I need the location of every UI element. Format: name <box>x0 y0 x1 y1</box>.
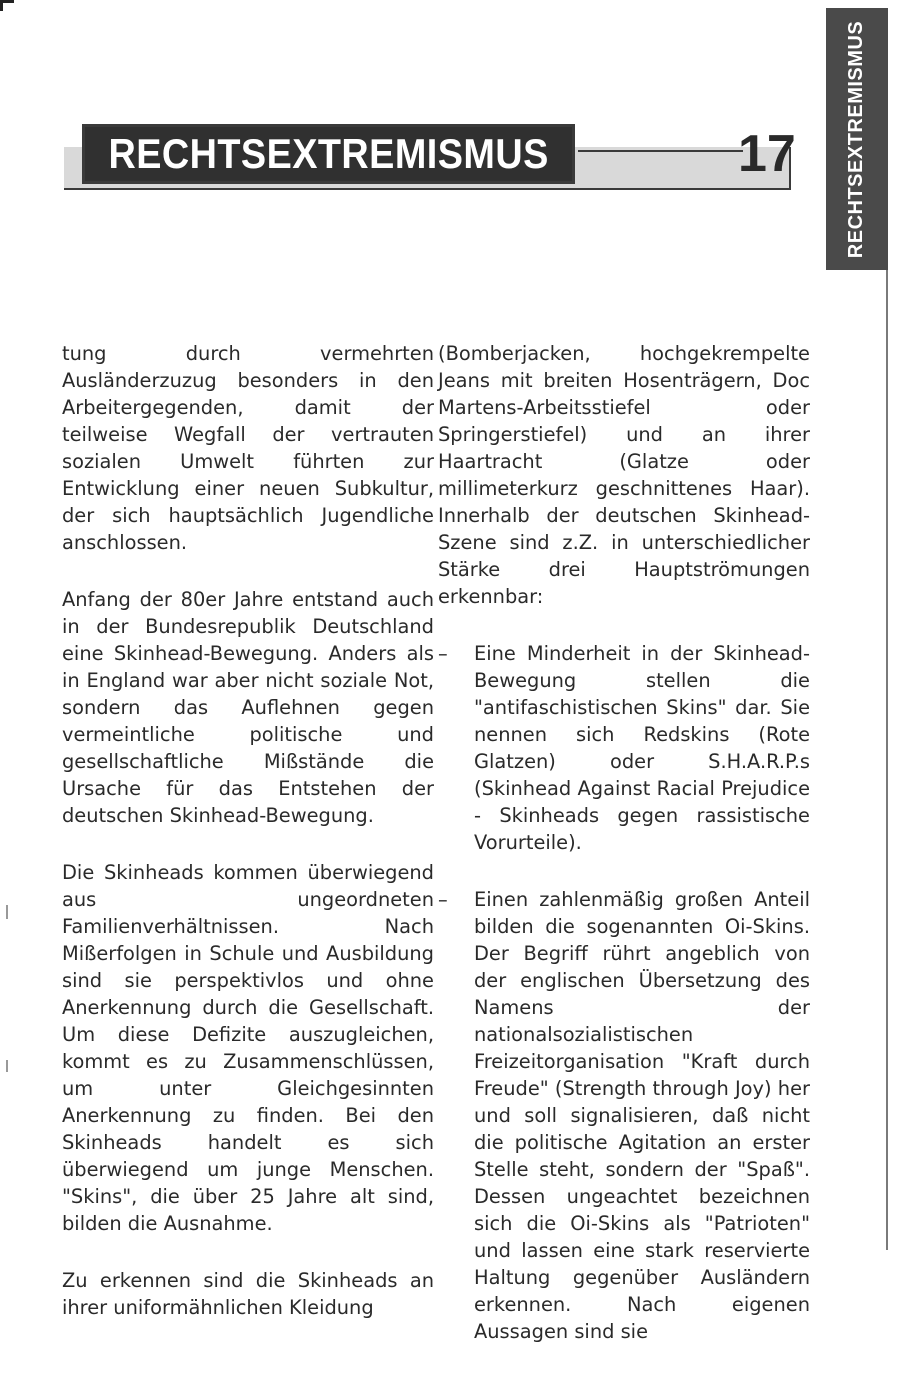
paragraph: (Bomberjacken, hochgekrempelte Jeans mit breiten Hosenträgern, Doc Martens-Arbeitsstiefel oder Springerstiefel) und an ihrer Haartracht (Glatze oder millimeterkurz geschnittenes Haar). Innerhalb der deutschen Skinhead-Szene sind z.Z. in unterschiedlicher Stärke drei Hauptströmungen erkennbar: <box>438 342 810 608</box>
dash-marker: – <box>438 888 448 911</box>
list-item <box>438 886 810 1345</box>
header-top-rule <box>578 150 743 152</box>
right-margin-rule <box>886 270 888 1250</box>
margin-mark <box>6 1060 8 1072</box>
margin-mark <box>6 905 8 919</box>
header-base-rule <box>64 188 791 190</box>
list-item <box>438 640 810 856</box>
paragraph: tung durch vermehrten Ausländerzuzug besonders in den Arbeitergegenden, damit der teilweise Wegfall der vertrauten sozialen Umwelt führten zur Entwicklung einer neuen Subkultur, der sich hauptsächlich Jugendliche anschlossen. <box>62 342 434 554</box>
crop-corner-mark <box>0 0 14 11</box>
side-tab-label: RECHTSEXTREMISMUS <box>845 20 868 258</box>
left-column <box>62 340 434 1321</box>
paragraph: Anfang der 80er Jahre entstand auch in der Bundesrepublik Deutschland eine Skinhead-Bewegung. Anders als in England war aber nicht soziale Not, sondern das Auflehnen gegen vermeintliche politische und gesellschaftliche Mißstände die Ursache für das Entstehen der deutschen Skinhead-Bewegung. <box>62 588 434 827</box>
chapter-title-box <box>82 124 575 184</box>
side-tab <box>826 8 888 270</box>
bullet-list <box>438 640 810 1345</box>
paragraph: Die Skinheads kommen überwiegend aus ungeordneten Familienverhältnissen. Nach Mißerfolgen in Schule und Ausbildung sind sie perspektivlos und ohne Anerkennung durch die Gesellschaft. Um diese Defizite auszugleichen, kommt es zu Zusammenschlüssen, um unter Gleichgesinnten Anerkennung zu finden. Bei den Skinheads handelt es sich überwiegend um junge Menschen. "Skins", die über 25 Jahre alt sind, bilden die Ausnahme. <box>62 861 434 1235</box>
dash-marker: – <box>438 642 448 665</box>
list-item-text: Einen zahlenmäßig großen Anteil bilden die sogenannten Oi-Skins. Der Begriff rührt angeblich von der englischen Übersetzung des Namens der nationalsozialistischen Freizeitorganisation "Kraft durch Freude" (Strength through Joy) her und soll signalisieren, daß nicht die politische Agitation an erster Stelle steht, sondern der "Spaß". Dessen ungeachtet bezeichnen sich die Oi-Skins als "Patrioten" und lassen eine stark reservierte Haltung gegenüber Ausländern erkennen. Nach eigenen Aussagen sind sie <box>474 888 810 1343</box>
list-item-text: Eine Minderheit in der Skinhead-Bewegung stellen die "antifaschistischen Skins" dar. Sie nennen sich Redskins (Rote Glatzen) oder S.H.A.R.P.s (Skinhead Against Racial Prejudice - Skinheads gegen rassistische Vorurteile). <box>474 642 810 854</box>
paragraph: Zu erkennen sind die Skinheads an ihrer uniformähnlichen Kleidung <box>62 1269 434 1319</box>
chapter-title: RECHTSEXTREMISMUS <box>108 130 549 177</box>
right-column <box>438 340 810 1375</box>
page-number: 17 <box>738 125 796 183</box>
